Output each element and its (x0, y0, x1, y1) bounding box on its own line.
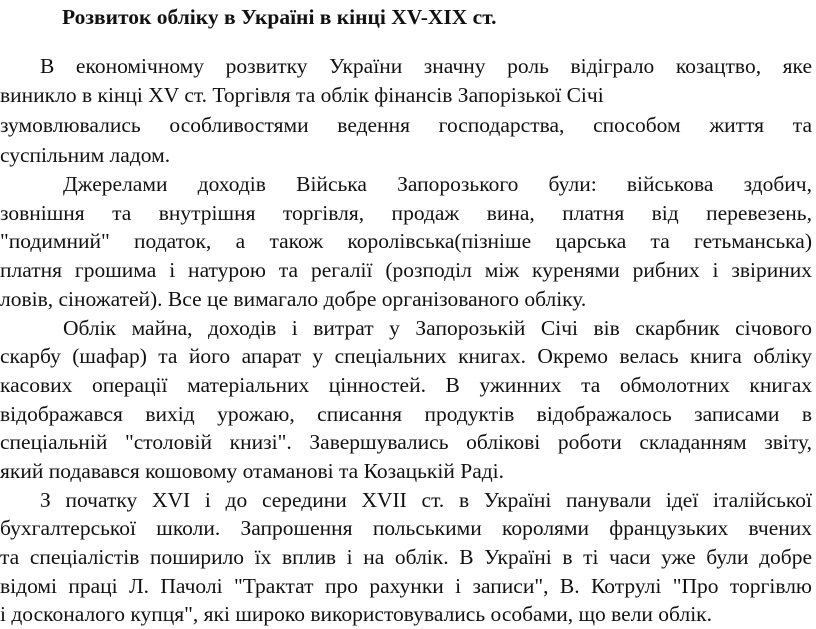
text-line-4: суспільним ладом. (0, 143, 171, 168)
text-line-20: і досконалого купця", які широко використовувались особами, що вели облік. (0, 602, 712, 627)
text-line-17: бухгалтерської школи. Запрошення польськими королями французьких вчених (0, 516, 812, 541)
text-line-18: та спеціалістів поширило їх вплив і на облік. В Україні в ті часи уже були добре (0, 545, 812, 569)
text-line-15: який подавався кошовому отаманові та Козацькій Раді. (0, 458, 505, 483)
text-line-13: відображався вихід урожаю, списання продуктів відображалось записами в (0, 401, 812, 426)
document-title: Розвиток обліку в Україні в кінці XV-XIX ст. (62, 5, 497, 29)
text-line-1: В економічному розвитку України значну роль відіграло козацтво, яке (40, 54, 812, 78)
document-body (0, 52, 816, 629)
text-line-7: "подимний" податок, а також королівська(пізніше царська та гетьманська) (0, 229, 812, 254)
text-line-19: відомі праці Л. Пачолі "Трактат про рахунки і записи", В. Котрулі "Про торгівлю (0, 573, 812, 598)
text-line-2: виникло в кінці XV ст. Торгівля та облік фінансів Запорізької Січі (0, 82, 604, 107)
text-line-3: зумовлювались особливостями ведення господарства, способом життя та (0, 113, 812, 138)
text-line-8: платня грошима і натурою та регалії (розподіл між куренями рибних і звіриних (0, 258, 812, 283)
text-line-12: касових операції матеріальних цінностей. В ужинних та обмолотних книгах (0, 372, 812, 397)
text-line-9: ловів, сіножатей). Все це вимагало добре організованого обліку. (0, 286, 587, 311)
text-line-16: З початку XVI і до середини XVII ст. в Україні панували ідеї італійської (40, 487, 812, 512)
text-line-14: спеціальній "столовій книзі". Завершувались облікові роботи складанням звіту, (0, 430, 812, 455)
text-line-11: скарбу (шафар) та його апарат у спеціальних книгах. Окремо велась книга обліку (0, 344, 812, 369)
text-line-5: Джерелами доходів Війська Запорозького були: військова здобич, (63, 172, 812, 197)
text-line-6: зовнішня та внутрішня торгівля, продаж вина, платня від перевезень, (0, 200, 812, 225)
text-line-10: Облік майна, доходів і витрат у Запорозькій Січі вів скарбник січового (63, 315, 812, 340)
